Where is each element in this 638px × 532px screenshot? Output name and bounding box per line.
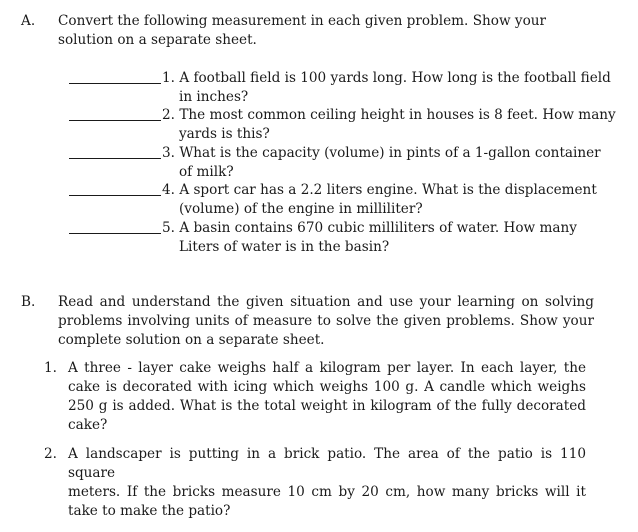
problem-a3-number: 3. (162, 145, 175, 161)
problem-b2-line-2: meters. If the bricks measure 10 cm by 20 cm, how many bricks will it (68, 484, 586, 500)
problem-a3-line-2: of milk? (179, 163, 234, 180)
problem-b2-line-3: take to make the patio? (68, 503, 231, 519)
section-b-instruction-line-2: problems involving units of measure to solve the given problems. Show your (58, 313, 594, 329)
answer-blank-a2[interactable] (69, 106, 161, 121)
problem-a4-line-2: (volume) of the engine in milliliter? (179, 200, 423, 217)
section-a-instruction-line-2: solution on a separate sheet. (58, 32, 257, 48)
problem-b1-line-3: 250 g is added. What is the total weight in kilogram of the fully decorated (68, 398, 586, 414)
problem-a5 (162, 219, 577, 256)
section-a-letter: A. (21, 13, 36, 29)
problem-a4 (162, 181, 597, 218)
problem-a4-line-1: A sport car has a 2.2 liters engine. What is the displacement (179, 182, 597, 198)
answer-blank-a1[interactable] (69, 69, 161, 84)
problem-a1 (162, 69, 611, 106)
answer-blank-a5[interactable] (69, 219, 161, 234)
answer-blank-a3[interactable] (69, 144, 161, 159)
section-b-instruction-line-1: Read and understand the given situation and use your learning on solving (58, 294, 594, 310)
problem-b1 (68, 359, 586, 435)
problem-a2-number: 2. (162, 107, 175, 123)
section-b-instruction-line-3: complete solution on a separate sheet. (58, 332, 325, 348)
problem-a5-number: 5. (162, 220, 175, 236)
problem-a2-line-1: The most common ceiling height in houses is 8 feet. How many (179, 107, 616, 123)
problem-a2 (162, 106, 616, 143)
section-b-instruction (58, 293, 594, 350)
problem-a4-number: 4. (162, 182, 175, 198)
problem-a5-line-1: A basin contains 670 cubic milliliters of water. How many (179, 220, 577, 236)
section-b-letter: B. (21, 294, 36, 310)
problem-b1-line-1: A three - layer cake weighs half a kilogram per layer. In each layer, the (68, 360, 586, 376)
problem-b2-line-1: A landscaper is putting in a brick patio. The area of the patio is 110 square (68, 446, 586, 481)
answer-blank-a4[interactable] (69, 181, 161, 196)
problem-b1-line-2: cake is decorated with icing which weighs 100 g. A candle which weighs (68, 379, 586, 395)
problem-a3-line-1: What is the capacity (volume) in pints of a 1-gallon container (179, 145, 601, 161)
section-a-instruction-line-1: Convert the following measurement in each given problem. Show your (58, 13, 547, 29)
problem-a1-line-2: in inches? (179, 88, 249, 105)
problem-a5-line-2: Liters of water is in the basin? (179, 238, 390, 255)
problem-a2-line-2: yards is this? (179, 125, 270, 142)
problem-b1-line-4: cake? (68, 417, 108, 433)
problem-b2 (68, 445, 586, 521)
problem-a1-line-1: A football field is 100 yards long. How long is the football field (179, 70, 611, 86)
problem-a3 (162, 144, 601, 181)
problem-a1-number: 1. (162, 70, 175, 86)
problem-b1-number: 1. (44, 360, 57, 376)
problem-b2-number: 2. (44, 446, 57, 462)
section-a-instruction (58, 12, 546, 50)
